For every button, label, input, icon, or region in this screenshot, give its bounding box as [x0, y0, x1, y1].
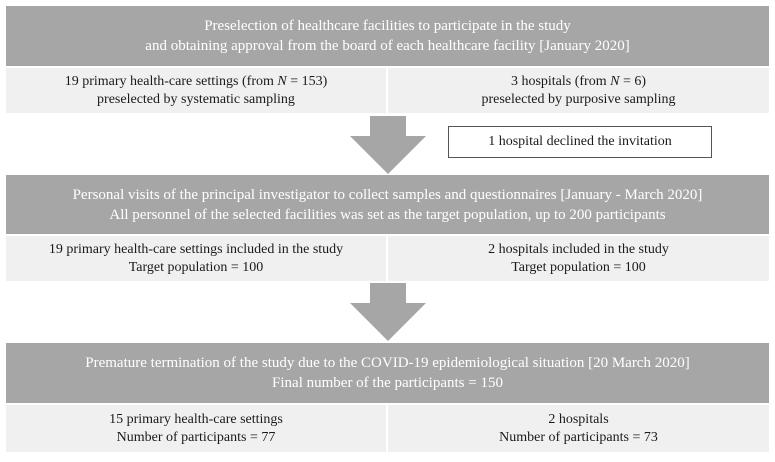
flow-arrow-1-shape	[350, 116, 426, 174]
stage1-primary-care-line1: 19 primary health-care settings (from N = 153)	[64, 73, 328, 89]
flow-arrow-2	[350, 283, 426, 341]
stage2-primary-care-line2: Target population = 100	[128, 259, 264, 275]
stage2-title-line1: Personal visits of the principal investigator to collect samples and questionnaires [January - March 2020]	[72, 186, 703, 203]
stage2-hospitals-box	[388, 236, 769, 281]
flow-arrow-1	[350, 116, 426, 174]
stage1-primary-care-line2: preselected by systematic sampling	[97, 91, 295, 107]
stage3-header	[6, 343, 769, 403]
stage3-primary-care-line2: Number of participants = 77	[116, 429, 276, 445]
stage1-hospitals-line2: preselected by purposive sampling	[481, 91, 676, 107]
exclusion-note: 1 hospital declined the invitation	[448, 126, 712, 158]
stage3-hospitals-box	[388, 405, 769, 452]
stage2-primary-care-box	[6, 236, 386, 281]
stage3-hospitals-line1: 2 hospitals	[548, 411, 609, 427]
stage3-title-line2: Final number of the participants = 150	[272, 375, 503, 391]
stage3-hospitals-line2: Number of participants = 73	[499, 429, 658, 445]
stage3-primary-care-box	[6, 405, 386, 452]
flow-arrow-2-shape	[350, 283, 426, 341]
stage1-title-line2: and obtaining approval from the board of each healthcare facility [January 2020]	[145, 38, 630, 54]
stage2-hospitals-line2: Target population = 100	[511, 259, 646, 275]
stage1-primary-care-box	[6, 68, 386, 113]
stage2-title-line2: All personnel of the selected facilities was set as the target population, up to 200 participants	[109, 206, 666, 223]
stage1-hospitals-line1: 3 hospitals (from N = 6)	[510, 73, 647, 89]
stage2-header	[6, 175, 769, 234]
stage3-primary-care-line1: 15 primary health-care settings	[109, 411, 283, 427]
stage1-hospitals-box	[388, 68, 769, 113]
stage2-hospitals-line1: 2 hospitals included in the study	[488, 241, 669, 257]
stage3-title-line1: Premature termination of the study due to the COVID-19 epidemiological situation [20 March 2020]	[85, 355, 690, 371]
stage1-header	[6, 6, 769, 66]
stage1-title-line1: Preselection of healthcare facilities to participate in the study	[204, 18, 571, 34]
stage2-primary-care-line1: 19 primary health-care settings included in the study	[48, 241, 344, 257]
